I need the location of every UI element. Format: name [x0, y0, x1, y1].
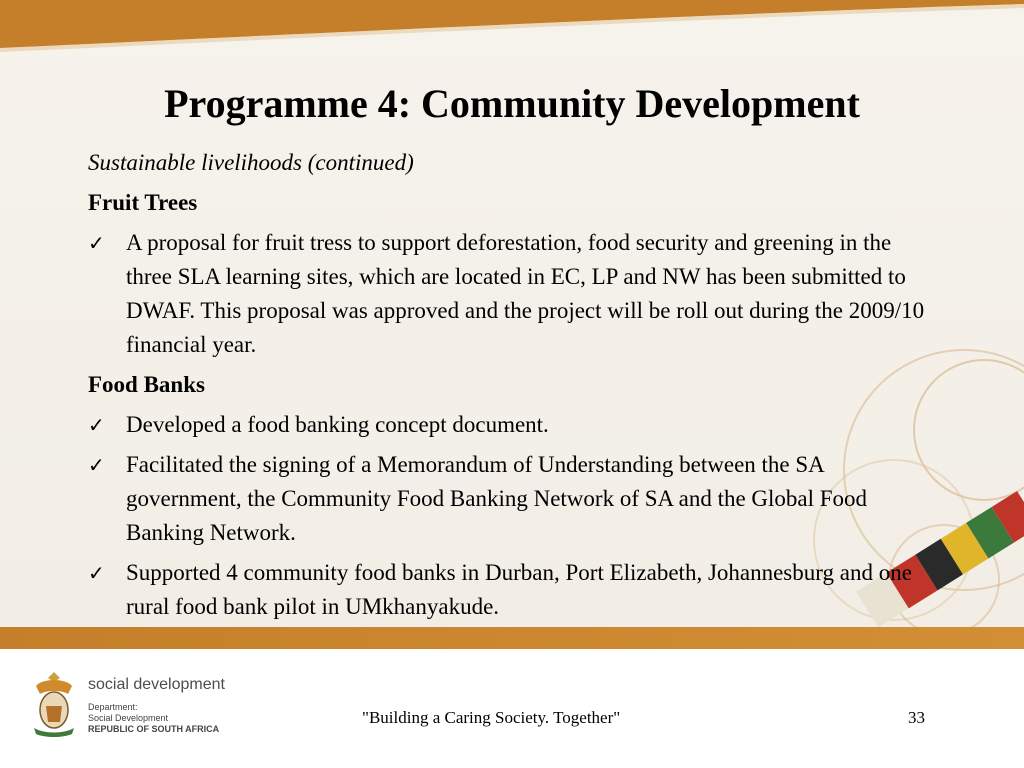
checkmark-icon: ✓: [88, 453, 105, 477]
food-banks-list: [88, 408, 928, 624]
coat-of-arms-logo: [24, 668, 84, 742]
fruit-trees-list: [88, 226, 928, 362]
slide-content: [88, 146, 928, 630]
checkmark-icon: ✓: [88, 231, 105, 255]
department-line: Social Development: [88, 713, 169, 723]
section-heading-fruit-trees: Fruit Trees: [88, 190, 198, 215]
subtitle: Sustainable livelihoods (continued): [88, 150, 414, 175]
department-lines: [88, 702, 219, 735]
page-title: Programme 4: Community Development: [164, 81, 860, 126]
page-number: 33: [908, 708, 925, 727]
checkmark-icon: ✓: [88, 413, 105, 437]
list-item-text: A proposal for fruit tress to support deforestation, food security and greening in the three SLA learning sites, which are located in EC, LP and NW has been submitted to DWAF. This proposal was approved and the project will be roll out during the 2009/10 financial year.: [126, 230, 925, 357]
footer-motto: "Building a Caring Society. Together": [362, 708, 621, 727]
top-orange-band: [0, 0, 1024, 60]
list-item: [88, 408, 928, 442]
list-item: [88, 556, 928, 624]
list-item: [88, 226, 928, 362]
list-item-text: Developed a food banking concept document.: [126, 412, 549, 437]
department-logo-title: social development: [88, 676, 225, 693]
section-heading-food-banks: Food Banks: [88, 372, 205, 397]
department-line: Department:: [88, 702, 138, 712]
list-item-text: Facilitated the signing of a Memorandum of Understanding between the SA government, the Community Food Banking Network of SA and the Global Food Banking Network.: [126, 452, 868, 545]
department-line: REPUBLIC OF SOUTH AFRICA: [88, 724, 220, 734]
bottom-orange-stripe: [0, 627, 1024, 649]
list-item: [88, 448, 928, 550]
list-item-text: Supported 4 community food banks in Durban, Port Elizabeth, Johannesburg and one rural food bank pilot in UMkhanyakude.: [126, 560, 912, 619]
checkmark-icon: ✓: [88, 561, 105, 585]
